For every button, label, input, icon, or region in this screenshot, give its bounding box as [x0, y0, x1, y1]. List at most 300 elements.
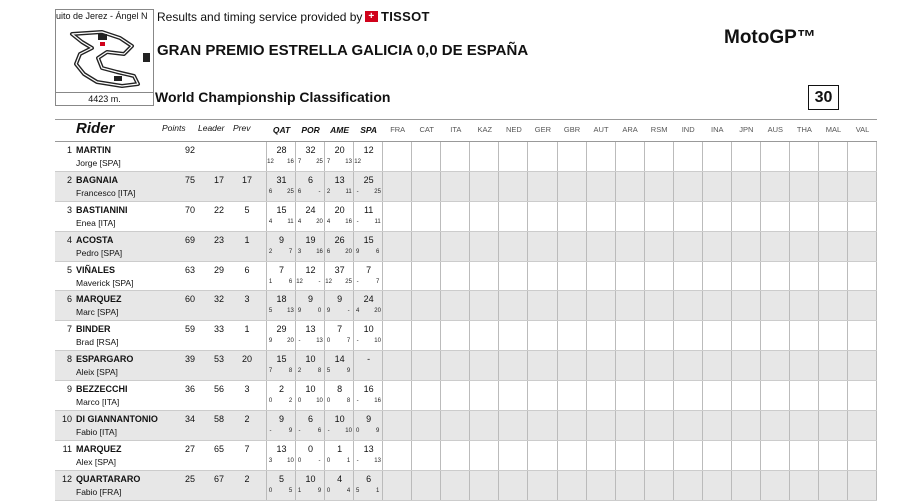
grid-line	[818, 411, 819, 440]
race-points: 13	[287, 308, 294, 315]
rider-prev-gap: 17	[241, 174, 252, 185]
rider-points: 69	[184, 234, 195, 245]
sprint-points: 0	[297, 398, 302, 405]
grid-line	[876, 381, 877, 410]
grid-line	[876, 321, 877, 350]
grid-line	[411, 351, 412, 380]
sprint-points: 0	[326, 338, 331, 345]
round-header-spa: SPA	[360, 125, 378, 135]
grid-line	[440, 351, 441, 380]
race-points: 13	[345, 159, 352, 165]
grid-line	[469, 351, 470, 380]
race-points: 20	[287, 338, 294, 345]
grid-line	[702, 202, 703, 231]
grid-line	[876, 202, 877, 231]
table-row	[55, 202, 877, 232]
grid-line	[789, 441, 790, 470]
grid-line	[324, 471, 325, 500]
grid-line	[847, 351, 848, 380]
race-points: 4	[346, 487, 351, 494]
rider-surname: BEZZECCHI	[76, 384, 128, 395]
grid-line	[731, 232, 732, 261]
table-row	[55, 411, 877, 441]
grid-line	[498, 142, 499, 171]
rider-position: 3	[66, 204, 72, 215]
grid-line	[731, 262, 732, 291]
sprint-points: 0	[268, 398, 273, 405]
grid-line	[527, 441, 528, 470]
rider-leader-gap: 17	[213, 174, 224, 185]
grid-line	[818, 381, 819, 410]
race-points: 6	[317, 428, 322, 435]
round-points: 8	[337, 384, 343, 395]
grid-line	[440, 142, 441, 171]
page-number: 30	[808, 85, 839, 110]
grid-line	[382, 172, 383, 201]
sprint-points: -	[356, 188, 359, 195]
grid-line	[789, 291, 790, 320]
grid-line	[498, 411, 499, 440]
grid-line	[615, 471, 616, 500]
grid-line	[295, 381, 296, 410]
grid-line	[731, 351, 732, 380]
grid-line	[295, 232, 296, 261]
rider-points: 25	[184, 473, 195, 484]
grid-line	[615, 142, 616, 171]
grid-line	[702, 351, 703, 380]
rider-leader-gap: 65	[213, 443, 224, 454]
grid-line	[353, 142, 354, 171]
race-points: 25	[374, 188, 381, 195]
rider-leader-gap: 23	[213, 234, 224, 245]
rider-firstname: Maverick [SPA]	[76, 277, 134, 288]
rider-points: 70	[184, 204, 195, 215]
grid-line	[876, 291, 877, 320]
round-points: 37	[334, 264, 345, 275]
grid-line	[353, 441, 354, 470]
table-row	[55, 291, 877, 321]
grid-line	[527, 411, 528, 440]
rider-points: 75	[184, 174, 195, 185]
sprint-points: 2	[297, 368, 302, 375]
race-points: 9	[317, 487, 322, 494]
rider-firstname: Marc [SPA]	[76, 307, 119, 318]
grid-line	[469, 202, 470, 231]
round-points: 6	[308, 174, 314, 185]
grid-line	[353, 172, 354, 201]
round-points: 10	[305, 384, 316, 395]
series-logo: MotoGP™	[724, 27, 816, 48]
grid-line	[847, 321, 848, 350]
grid-line	[702, 172, 703, 201]
round-points: 6	[366, 473, 372, 484]
rider-firstname: Aleix [SPA]	[76, 367, 118, 378]
grid-line	[527, 172, 528, 201]
race-points: 6	[375, 248, 380, 255]
rider-leader-gap: 33	[213, 324, 224, 335]
rider-prev-gap: 3	[244, 294, 250, 305]
grid-line	[411, 202, 412, 231]
grid-line	[469, 411, 470, 440]
grid-line	[615, 172, 616, 201]
grid-line	[673, 321, 674, 350]
sprint-points: 6	[297, 188, 302, 195]
round-header-por: POR	[301, 125, 320, 135]
rider-prev-gap: 2	[244, 473, 250, 484]
grid-line	[731, 172, 732, 201]
round-points: 26	[334, 234, 345, 245]
grid-line	[353, 381, 354, 410]
grid-line	[324, 202, 325, 231]
rider-prev-gap: 6	[244, 264, 250, 275]
race-points: 1	[375, 487, 380, 494]
sprint-points: 2	[326, 188, 331, 195]
grid-line	[469, 381, 470, 410]
grid-line	[644, 411, 645, 440]
grid-line	[702, 381, 703, 410]
race-points: 25	[287, 188, 294, 195]
grid-line	[847, 232, 848, 261]
grid-line	[673, 172, 674, 201]
round-points: 7	[337, 324, 343, 335]
grid-line	[557, 411, 558, 440]
grid-line	[702, 262, 703, 291]
grid-line	[731, 321, 732, 350]
grid-line	[411, 441, 412, 470]
grid-line	[818, 471, 819, 500]
round-header-ina: INA	[710, 125, 724, 134]
rider-surname: BASTIANINI	[76, 204, 128, 215]
grid-line	[673, 232, 674, 261]
grid-line	[527, 202, 528, 231]
race-points: 10	[316, 398, 323, 405]
round-points: 24	[305, 204, 316, 215]
sprint-points: 2	[268, 248, 273, 255]
table-row	[55, 142, 877, 172]
grid-line	[847, 471, 848, 500]
grid-line	[324, 172, 325, 201]
grid-line	[644, 471, 645, 500]
grid-line	[876, 142, 877, 171]
grid-line	[527, 142, 528, 171]
round-points: -	[367, 354, 371, 365]
rider-points: 39	[184, 354, 195, 365]
sprint-points: 7	[297, 159, 302, 165]
grid-line	[324, 262, 325, 291]
grid-line	[324, 321, 325, 350]
grid-line	[353, 321, 354, 350]
rider-surname: VIÑALES	[76, 264, 116, 275]
grid-line	[557, 471, 558, 500]
sprint-points: 12	[325, 278, 332, 285]
grid-line	[527, 351, 528, 380]
grid-line	[498, 291, 499, 320]
grid-line	[324, 411, 325, 440]
rider-position: 6	[66, 294, 72, 305]
grid-line	[847, 291, 848, 320]
grid-line	[615, 262, 616, 291]
round-points: 2	[278, 384, 284, 395]
round-header-aut: AUT	[593, 125, 609, 134]
grid-line	[644, 381, 645, 410]
grid-line	[440, 471, 441, 500]
rider-surname: ACOSTA	[76, 234, 114, 245]
leader-header: Leader	[198, 123, 225, 133]
grid-line	[266, 381, 267, 410]
grid-line	[847, 202, 848, 231]
grid-line	[440, 262, 441, 291]
rider-leader-gap: 53	[213, 354, 224, 365]
grid-line	[440, 411, 441, 440]
grid-line	[440, 291, 441, 320]
sprint-points: -	[356, 218, 359, 225]
grid-line	[586, 172, 587, 201]
rider-points: 60	[184, 294, 195, 305]
grid-line	[847, 381, 848, 410]
race-points: 16	[287, 159, 294, 165]
round-header-ned: NED	[505, 125, 522, 134]
rider-leader-gap: 32	[213, 294, 224, 305]
rider-surname: MARQUEZ	[76, 294, 122, 305]
round-points: 15	[363, 234, 374, 245]
grid-line	[382, 321, 383, 350]
race-points: 7	[288, 248, 293, 255]
sprint-points: 1	[268, 278, 273, 285]
grid-line	[586, 202, 587, 231]
grid-line	[702, 232, 703, 261]
grid-line	[411, 172, 412, 201]
grid-line	[266, 321, 267, 350]
race-points: 20	[345, 248, 352, 255]
round-header-ara: ARA	[622, 125, 638, 134]
grid-line	[673, 411, 674, 440]
grid-line	[382, 262, 383, 291]
round-points: 13	[334, 174, 345, 185]
grid-line	[760, 321, 761, 350]
round-points: 29	[276, 324, 287, 335]
grid-line	[876, 411, 877, 440]
table-row	[55, 172, 877, 202]
grid-line	[789, 262, 790, 291]
grid-line	[760, 142, 761, 171]
grid-line	[557, 262, 558, 291]
grid-line	[295, 321, 296, 350]
round-points: 15	[276, 354, 287, 365]
race-points: 10	[287, 457, 294, 464]
grid-line	[295, 441, 296, 470]
sprint-points: 9	[355, 248, 360, 255]
points-header: Points	[162, 123, 186, 133]
round-points: 32	[305, 145, 316, 155]
grid-line	[673, 202, 674, 231]
grid-line	[382, 202, 383, 231]
table-row	[55, 262, 877, 292]
round-points: 7	[278, 264, 284, 275]
rider-points: 36	[184, 384, 195, 395]
grid-line	[440, 202, 441, 231]
round-points: 14	[334, 354, 345, 365]
round-header-val: VAL	[855, 125, 870, 134]
round-points: 12	[363, 145, 374, 155]
grid-line	[469, 142, 470, 171]
sprint-points: -	[356, 457, 359, 464]
rider-position: 8	[66, 354, 72, 365]
sprint-points: 9	[268, 338, 273, 345]
round-points: 25	[363, 174, 374, 185]
round-points: 28	[276, 145, 287, 155]
grid-line	[673, 471, 674, 500]
grid-line	[382, 411, 383, 440]
grid-line	[469, 321, 470, 350]
rider-points: 34	[184, 414, 195, 425]
sprint-points: -	[269, 428, 272, 435]
grid-line	[586, 411, 587, 440]
grid-line	[411, 291, 412, 320]
grid-line	[847, 411, 848, 440]
grid-line	[557, 351, 558, 380]
sprint-points: 5	[268, 308, 273, 315]
grid-line	[586, 441, 587, 470]
rider-points: 59	[184, 324, 195, 335]
grid-line	[789, 351, 790, 380]
grid-line	[644, 441, 645, 470]
sprint-points: 6	[326, 248, 331, 255]
grid-line	[295, 262, 296, 291]
sprint-points: 9	[326, 308, 331, 315]
grid-line	[324, 232, 325, 261]
rider-surname: MARQUEZ	[76, 443, 122, 454]
round-points: 5	[278, 473, 284, 484]
grid-line	[789, 471, 790, 500]
round-points: 13	[363, 443, 374, 454]
prev-header: Prev	[233, 123, 251, 133]
sprint-points: -	[327, 428, 330, 435]
race-points: 13	[316, 338, 323, 345]
sprint-points: 7	[326, 159, 331, 165]
grid-line	[382, 232, 383, 261]
grid-line	[498, 471, 499, 500]
race-points: 2	[288, 398, 293, 405]
round-header-qat: QAT	[272, 125, 291, 135]
grid-line	[382, 351, 383, 380]
grid-line	[295, 411, 296, 440]
grid-line	[440, 321, 441, 350]
round-header-ger: GER	[534, 125, 552, 134]
grid-line	[324, 441, 325, 470]
round-points: 13	[276, 443, 287, 454]
grid-line	[266, 202, 267, 231]
race-points: 10	[374, 338, 381, 345]
round-points: 19	[305, 234, 316, 245]
round-points: 18	[276, 294, 287, 305]
round-points: 15	[276, 204, 287, 215]
grid-line	[789, 411, 790, 440]
round-points: 1	[337, 443, 343, 454]
rider-surname: BAGNAIA	[76, 174, 118, 185]
sponsor-name: TISSOT	[381, 9, 430, 24]
north-marker	[143, 53, 150, 62]
race-points: 25	[345, 278, 352, 285]
rider-prev-gap: 20	[241, 354, 252, 365]
grid-line	[760, 172, 761, 201]
rider-surname: ESPARGARO	[76, 354, 134, 365]
sprint-points: 4	[355, 308, 360, 315]
grid-line	[702, 142, 703, 171]
race-points: 9	[288, 428, 293, 435]
grid-line	[731, 471, 732, 500]
grid-line	[353, 471, 354, 500]
rider-firstname: Marco [ITA]	[76, 397, 120, 408]
round-header-ind: IND	[681, 125, 695, 134]
grid-line	[760, 202, 761, 231]
rider-firstname: Brad [RSA]	[76, 337, 119, 348]
race-points: -	[347, 308, 350, 315]
sprint-points: 5	[355, 487, 360, 494]
rider-firstname: Alex [SPA]	[76, 456, 116, 467]
round-header-fra: FRA	[390, 125, 406, 134]
grid-line	[586, 262, 587, 291]
grid-line	[818, 262, 819, 291]
rider-position: 9	[66, 384, 72, 395]
grid-line	[615, 321, 616, 350]
grid-line	[789, 381, 790, 410]
grid-line	[557, 142, 558, 171]
round-points: 11	[363, 204, 374, 215]
grid-line	[469, 291, 470, 320]
race-points: 9	[375, 428, 380, 435]
grid-line	[760, 471, 761, 500]
sprint-points: 0	[326, 398, 331, 405]
grid-line	[644, 351, 645, 380]
grid-line	[586, 381, 587, 410]
rider-firstname: Enea [ITA]	[76, 217, 116, 228]
grid-line	[295, 202, 296, 231]
grid-line	[673, 142, 674, 171]
round-header-aus: AUS	[767, 125, 784, 134]
grid-line	[527, 471, 528, 500]
grid-line	[498, 262, 499, 291]
sprint-points: -	[356, 398, 359, 405]
grid-line	[615, 232, 616, 261]
race-points: 5	[288, 487, 293, 494]
grid-line	[498, 441, 499, 470]
grid-line	[818, 291, 819, 320]
grid-line	[498, 172, 499, 201]
circuit-length: 4423 m.	[56, 92, 153, 104]
grid-line	[295, 142, 296, 171]
sprint-points: 7	[268, 368, 273, 375]
grid-line	[469, 232, 470, 261]
grid-line	[731, 291, 732, 320]
rider-leader-gap: 56	[213, 384, 224, 395]
grid-line	[266, 411, 267, 440]
grid-line	[411, 142, 412, 171]
table-row	[55, 351, 877, 381]
grid-line	[818, 142, 819, 171]
race-points: 1	[346, 457, 351, 464]
round-points: 9	[366, 414, 372, 425]
grid-line	[382, 291, 383, 320]
grid-line	[557, 321, 558, 350]
rider-points: 92	[184, 145, 195, 155]
rider-surname: BINDER	[76, 324, 111, 335]
grid-line	[527, 262, 528, 291]
round-header-gbr: GBR	[563, 125, 581, 134]
grid-line	[760, 441, 761, 470]
grid-line	[615, 381, 616, 410]
grid-line	[702, 321, 703, 350]
grid-line	[411, 232, 412, 261]
